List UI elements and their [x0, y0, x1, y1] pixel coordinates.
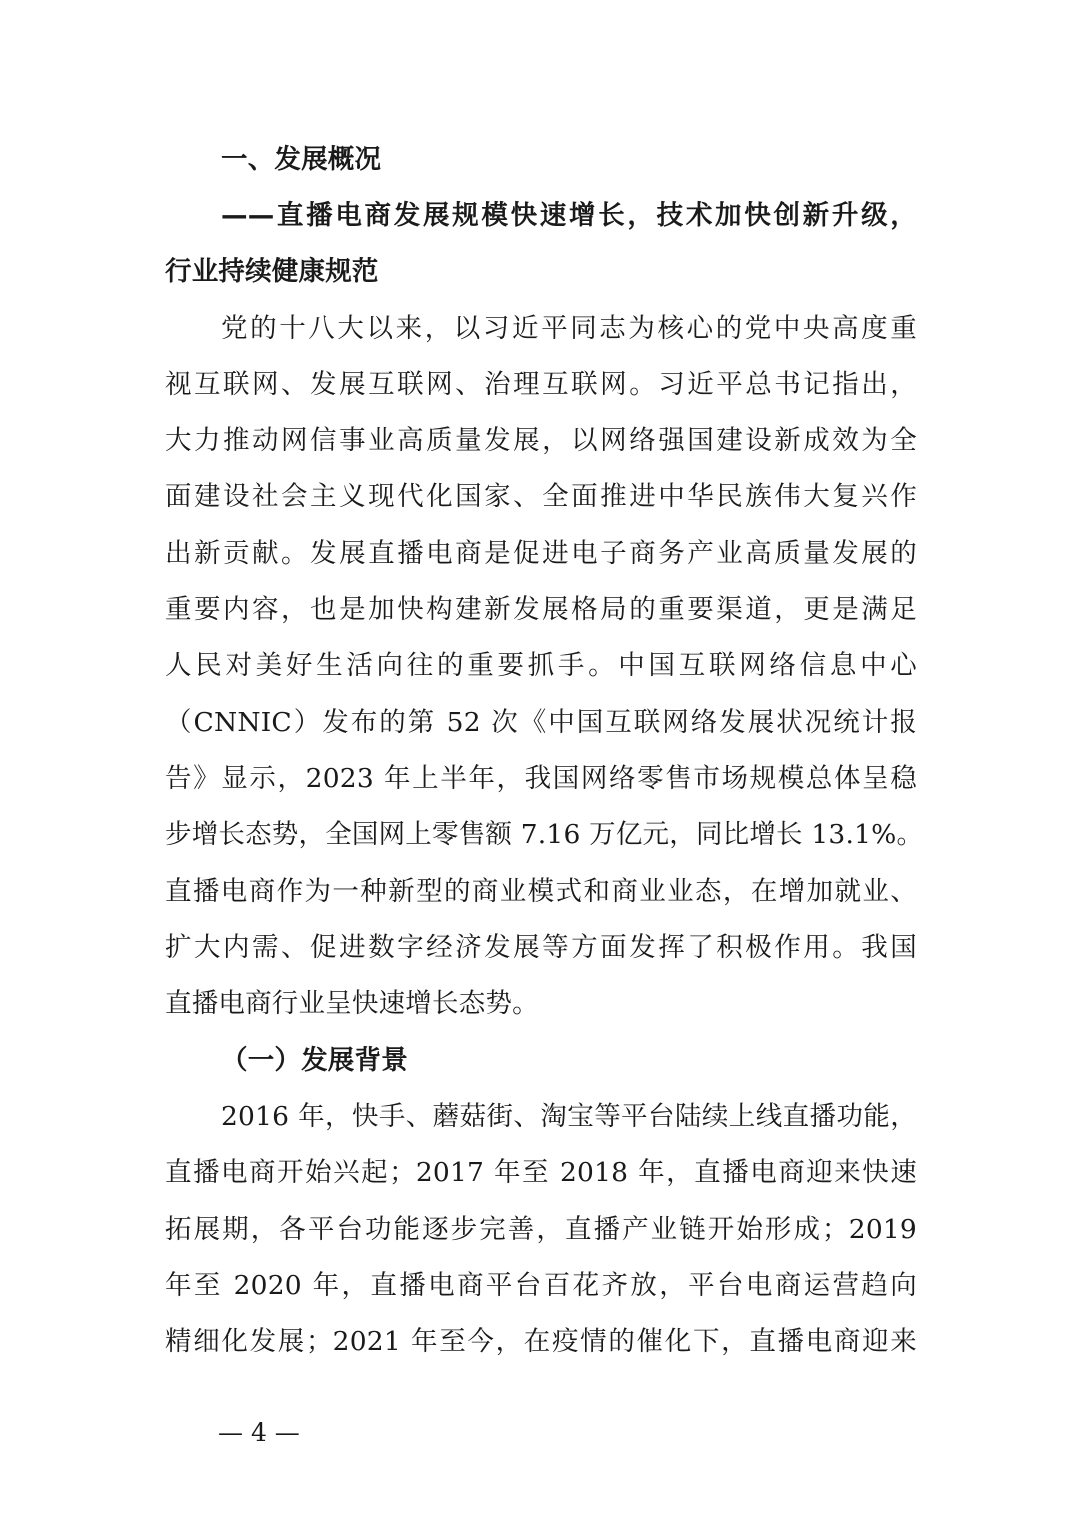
paragraph2-line-3: 拓展期，各平台功能逐步完善，直播产业链开始形成；2019 [165, 1214, 917, 1245]
paragraph1-line-9: 告》显示，2023 年上半年，我国网络零售市场规模总体呈稳 [165, 763, 917, 794]
subsection-heading: （一）发展背景 [221, 1045, 408, 1076]
paragraph1-line-2: 视互联网、发展互联网、治理互联网。习近平总书记指出， [165, 369, 917, 400]
subtitle-line-2: 行业持续健康规范 [165, 256, 379, 287]
paragraph1-line-12: 扩大内需、促进数字经济发展等方面发挥了积极作用。我国 [165, 932, 917, 963]
subtitle-line-1: ——直播电商发展规模快速增长，技术加快创新升级， [221, 200, 917, 231]
page-number: — 4 — [218, 1418, 300, 1447]
paragraph1-line-4: 面建设社会主义现代化国家、全面推进中华民族伟大复兴作 [165, 481, 917, 512]
paragraph2-line-2: 直播电商开始兴起；2017 年至 2018 年，直播电商迎来快速 [165, 1157, 917, 1188]
paragraph1-line-7: 人民对美好生活向往的重要抓手。中国互联网络信息中心 [165, 650, 917, 681]
paragraph1-line-13: 直播电商行业呈快速增长态势。 [165, 988, 539, 1019]
paragraph2-line-1: 2016 年，快手、蘑菇街、淘宝等平台陆续上线直播功能， [221, 1101, 917, 1132]
paragraph1-line-10: 步增长态势，全国网上零售额 7.16 万亿元，同比增长 13.1%。 [165, 819, 924, 850]
paragraph1-line-5: 出新贡献。发展直播电商是促进电子商务产业高质量发展的 [165, 538, 917, 569]
paragraph1-line-3: 大力推动网信事业高质量发展，以网络强国建设新成效为全 [165, 425, 917, 456]
paragraph1-line-11: 直播电商作为一种新型的商业模式和商业业态，在增加就业、 [165, 876, 917, 907]
paragraph2-line-5: 精细化发展；2021 年至今，在疫情的催化下，直播电商迎来 [165, 1326, 917, 1357]
section-heading: 一、发展概况 [221, 144, 382, 175]
paragraph1-line-6: 重要内容，也是加快构建新发展格局的重要渠道，更是满足 [165, 594, 917, 625]
paragraph1-line-8: （CNNIC）发布的第 52 次《中国互联网络发展状况统计报 [165, 707, 917, 738]
paragraph1-line-1: 党的十八大以来，以习近平同志为核心的党中央高度重 [221, 313, 917, 344]
paragraph2-line-4: 年至 2020 年，直播电商平台百花齐放，平台电商运营趋向 [165, 1270, 917, 1301]
